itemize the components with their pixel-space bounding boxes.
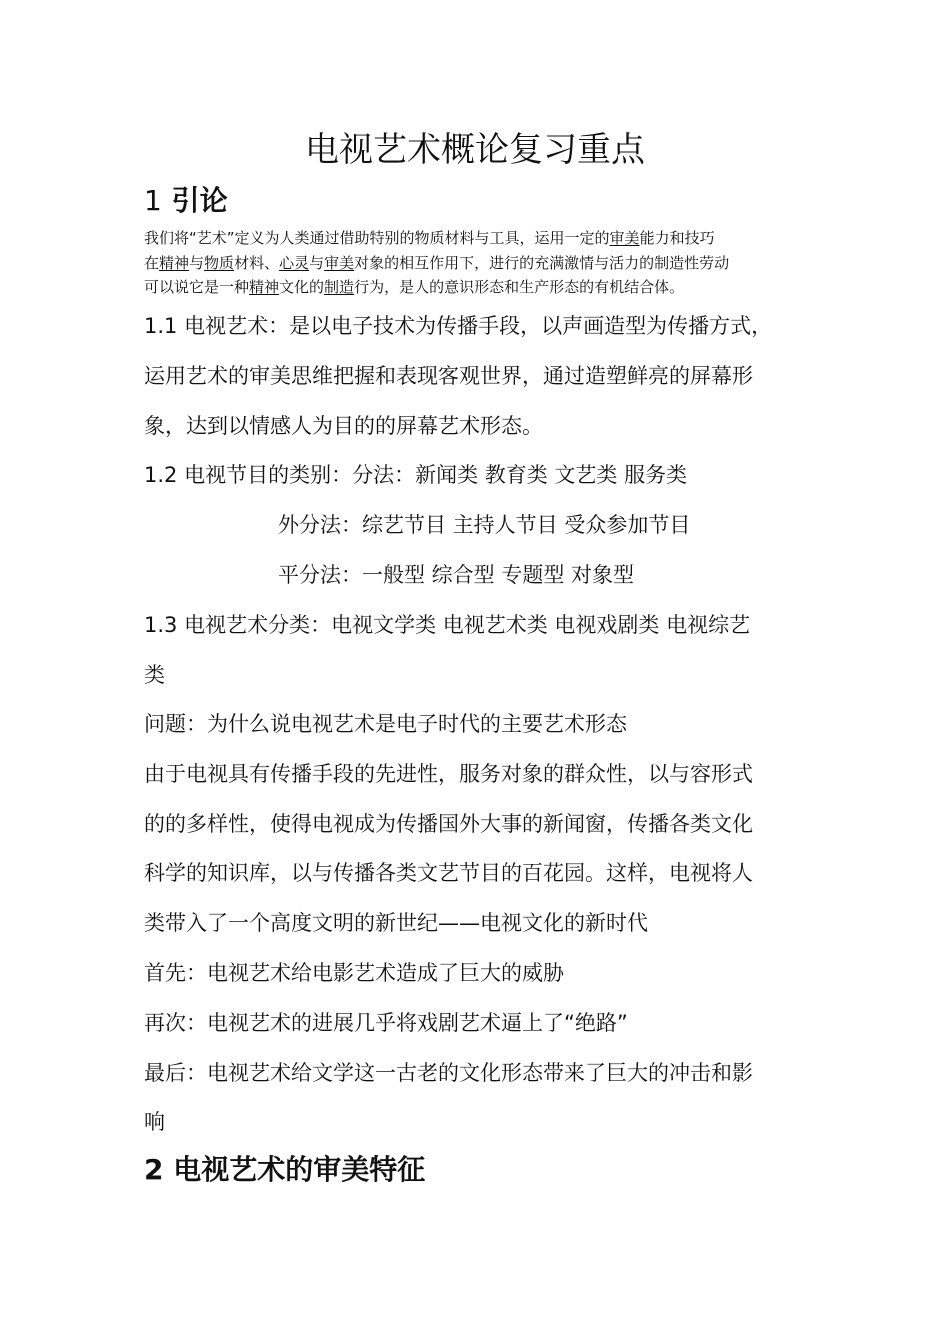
body-line: 问题：为什么说电视艺术是电子时代的主要艺术形态 [144, 712, 627, 736]
underlined-term: 精神 [159, 254, 190, 272]
underlined-term: 制造 [324, 278, 355, 296]
underlined-term: 心灵 [279, 254, 310, 272]
intro-line-2 [144, 253, 729, 273]
body-line: 再次：电视艺术的进展几乎将戏剧艺术逼上了“绝路” [144, 1011, 628, 1035]
body-line: 科学的知识库，以与传播各类文艺节目的百花园。这样，电视将人 [144, 861, 753, 885]
text-run: 我们将“艺术”定义为人类通过借助特别的物质材料与工具，运用一定的 [144, 229, 610, 247]
text-run: 与 [189, 254, 205, 272]
section-number: 2 [144, 1153, 164, 1186]
text-run: 可以说它是一种 [144, 278, 250, 296]
section-title: 电视艺术的审美特征 [173, 1153, 426, 1186]
body-line: 首先：电视艺术给电影艺术造成了巨大的威胁 [144, 961, 564, 985]
text-run: 行为，是人的意识形态和生产形态的有机结合体。 [354, 278, 685, 296]
text-run: 文化的 [279, 278, 325, 296]
section-title: 引论 [171, 184, 228, 217]
body-line: 1.2 电视节目的类别：分法：新闻类 教育类 文艺类 服务类 [144, 463, 688, 487]
text-run: 对象的相互作用下，进行的充满激情与活力的制造性劳动 [354, 254, 730, 272]
body-line-indented: 外分法：综艺节目 主持人节目 受众参加节目 [278, 513, 691, 537]
text-run: 材料、 [234, 254, 280, 272]
body-line: 的的多样性，使得电视成为传播国外大事的新闻窗，传播各类文化 [144, 812, 753, 836]
body-line-indented: 平分法：一般型 综合型 专题型 对象型 [278, 563, 635, 587]
text-run: 与 [309, 254, 325, 272]
underlined-term: 精神 [249, 278, 280, 296]
underlined-term: 审美 [609, 229, 640, 247]
section-heading-1 [144, 183, 228, 219]
text-run: 在 [144, 254, 160, 272]
section-number: 1 [144, 184, 162, 217]
body-line: 1.1 电视艺术：是以电子技术为传播手段，以声画造型为传播方式， [144, 314, 773, 338]
body-line: 运用艺术的审美思维把握和表现客观世界，通过造塑鲜亮的屏幕形 [144, 364, 753, 388]
body-line: 1.3 电视艺术分类：电视文学类 电视艺术类 电视戏剧类 电视综艺 [144, 613, 751, 637]
body-line: 最后：电视艺术给文学这一古老的文化形态带来了巨大的冲击和影 [144, 1061, 753, 1085]
underlined-term: 审美 [324, 254, 355, 272]
body-line: 类 [144, 663, 165, 687]
body-line: 响 [144, 1110, 165, 1134]
body-line: 类带入了一个高度文明的新世纪——电视文化的新时代 [144, 911, 648, 935]
intro-line-1 [144, 228, 715, 248]
section-heading-2 [144, 1152, 425, 1188]
document-title: 电视艺术概论复习重点 [305, 130, 645, 170]
body-line: 象，达到以情感人为目的的屏幕艺术形态。 [144, 414, 543, 438]
body-line: 由于电视具有传播手段的先进性，服务对象的群众性，以与容形式 [144, 762, 753, 786]
text-run: 能力和技巧 [639, 229, 715, 247]
underlined-term: 物质 [204, 254, 235, 272]
intro-line-3 [144, 277, 684, 297]
